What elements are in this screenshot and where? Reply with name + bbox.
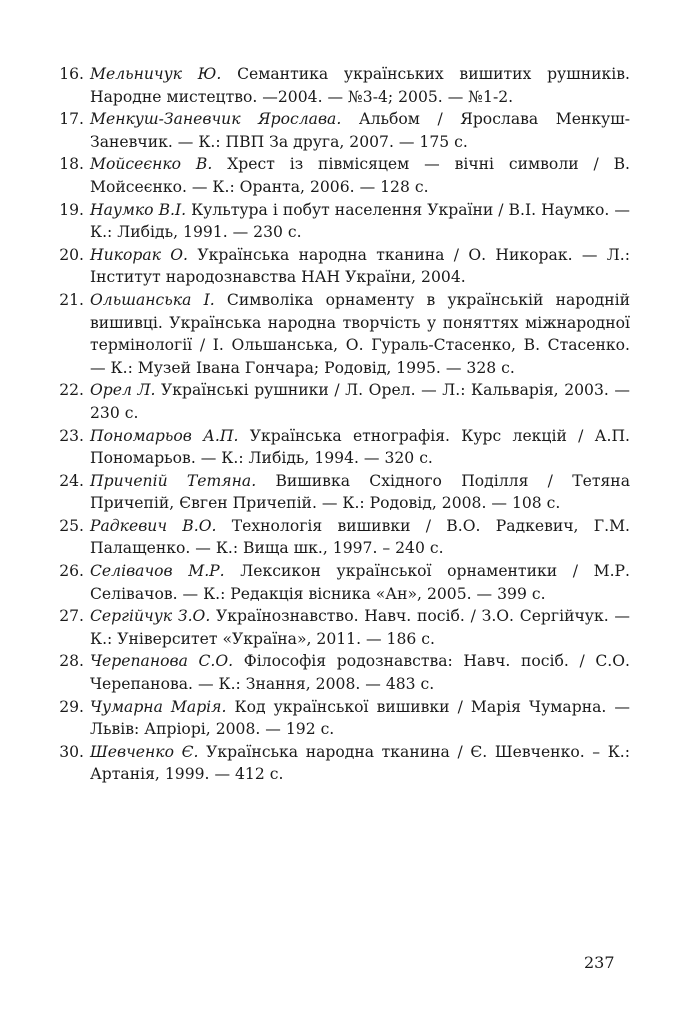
- reference-body: [90, 470, 630, 515]
- reference-number: 30.: [59, 742, 84, 761]
- reference-author: Радкевич В.О.: [90, 516, 217, 535]
- reference-item: [50, 515, 630, 560]
- reference-item: [50, 244, 630, 289]
- reference-number: 19.: [59, 200, 84, 219]
- reference-body: [90, 199, 630, 244]
- reference-text: Семантика українських вишитих рушників. Народне мистецтво. —2004. — №3-4; 2005. — №1-2.: [90, 65, 630, 106]
- reference-author: Менкуш-Заневчик Ярослава.: [90, 110, 342, 129]
- reference-number: 25.: [59, 516, 84, 535]
- reference-author: Ольшанська І.: [90, 290, 215, 309]
- reference-text: Альбом / Ярослава Менкуш-Заневчик. — К.: ПВП За друга, 2007. — 175 с.: [90, 110, 631, 151]
- reference-item: [50, 379, 630, 424]
- reference-body: [90, 650, 630, 695]
- reference-number: 21.: [59, 290, 84, 309]
- reference-body: [90, 108, 630, 153]
- reference-text: Хрест із півмісяцем — вічні символи / В. Мойсеєнко. — К.: Оранта, 2006. — 128 с.: [90, 155, 630, 196]
- reference-number: 22.: [59, 381, 84, 400]
- reference-item: [50, 696, 630, 741]
- reference-item: [50, 199, 630, 244]
- reference-number: 20.: [59, 245, 84, 264]
- reference-text: Українознавство. Навч. посіб. / З.О. Сергійчук. — К.: Університет «Україна», 2011. — 186 с.: [90, 607, 630, 648]
- reference-author: Орел Л.: [90, 381, 156, 400]
- reference-body: [90, 289, 630, 379]
- reference-number: 26.: [59, 562, 84, 581]
- reference-author: Мельничук Ю.: [90, 65, 222, 83]
- reference-item: [50, 470, 630, 515]
- reference-text: Культура і побут населення України / В.І. Наумко. — К.: Либідь, 1991. — 230 с.: [90, 200, 630, 242]
- reference-item: [50, 108, 630, 153]
- reference-number: 27.: [59, 607, 84, 626]
- reference-body: [90, 153, 630, 198]
- reference-item: [50, 605, 630, 650]
- reference-author: Никорак О.: [90, 245, 189, 264]
- reference-item: [50, 63, 630, 108]
- reference-body: [90, 244, 630, 289]
- reference-body: [90, 741, 630, 786]
- reference-text: Код української вишивки / Марія Чумарна. — Львів: Апріорі, 2008. — 192 с.: [90, 697, 630, 739]
- reference-body: [90, 379, 630, 424]
- reference-author: Селівачов М.Р.: [90, 562, 225, 581]
- reference-item: [50, 650, 630, 695]
- reference-number: 24.: [59, 471, 84, 490]
- reference-text: Українська народна тканина / Є. Шевченко. – К.: Артанія, 1999. — 412 с.: [90, 742, 630, 784]
- page-number: 237: [584, 953, 615, 972]
- reference-item: [50, 153, 630, 198]
- reference-text: Символіка орнаменту в українській народній вишивці. Українська народна творчість у поняттях міжнародної термінології / І. Ольшанська, О. Гураль-Стасенко, В. Стасенко. — К.: Музей Івана Гончара; Родовід, 1995. — 328 с.: [90, 290, 631, 377]
- reference-author: Черепанова С.О.: [90, 652, 234, 671]
- reference-text: Філософія родознавства: Навч. посіб. / С.О. Черепанова. — К.: Знання, 2008. — 483 с.: [90, 652, 630, 694]
- reference-author: Мойсеєнко В.: [90, 155, 213, 174]
- reference-author: Сергійчук З.О.: [90, 607, 211, 626]
- reference-text: Українські рушники / Л. Орел. — Л.: Кальварія, 2003. — 230 с.: [90, 381, 630, 422]
- reference-body: [90, 560, 630, 605]
- bibliography-list: [50, 63, 630, 786]
- reference-item: [50, 289, 630, 379]
- reference-text: Лексикон української орнаментики / М.Р. Селівачов. — К.: Редакція вісника «Ан», 2005. — 399 с.: [90, 562, 631, 603]
- reference-number: 23.: [59, 426, 84, 445]
- reference-author: Шевченко Є.: [90, 742, 199, 761]
- reference-number: 18.: [59, 155, 84, 174]
- reference-number: 29.: [59, 697, 84, 716]
- reference-author: Наумко В.І.: [90, 200, 187, 219]
- reference-number: 16.: [59, 65, 84, 83]
- reference-author: Чумарна Марія.: [90, 697, 227, 716]
- reference-number: 17.: [59, 110, 84, 129]
- reference-item: [50, 425, 630, 470]
- reference-text: Українська народна тканина / О. Никорак. — Л.: Інститут народознавства НАН України, 2004.: [90, 245, 631, 287]
- reference-text: Вишивка Східного Поділля / Тетяна Причепій, Євген Причепій. — К.: Родовід, 2008. — 108 с.: [90, 471, 630, 513]
- reference-text: Технологія вишивки / В.О. Радкевич, Г.М. Палащенко. — К.: Вища шк., 1997. – 240 с.: [90, 516, 630, 558]
- reference-author: Пономарьов А.П.: [90, 426, 239, 445]
- reference-body: [90, 605, 630, 650]
- reference-text: Українська етнографія. Курс лекцій / А.П. Пономарьов. — К.: Либідь, 1994. — 320 с.: [90, 426, 630, 468]
- reference-body: [90, 515, 630, 560]
- reference-author: Причепій Тетяна.: [90, 471, 257, 490]
- reference-body: [90, 425, 630, 470]
- reference-body: [90, 696, 630, 741]
- reference-number: 28.: [59, 652, 84, 671]
- reference-body: [90, 63, 630, 108]
- reference-item: [50, 741, 630, 786]
- reference-item: [50, 560, 630, 605]
